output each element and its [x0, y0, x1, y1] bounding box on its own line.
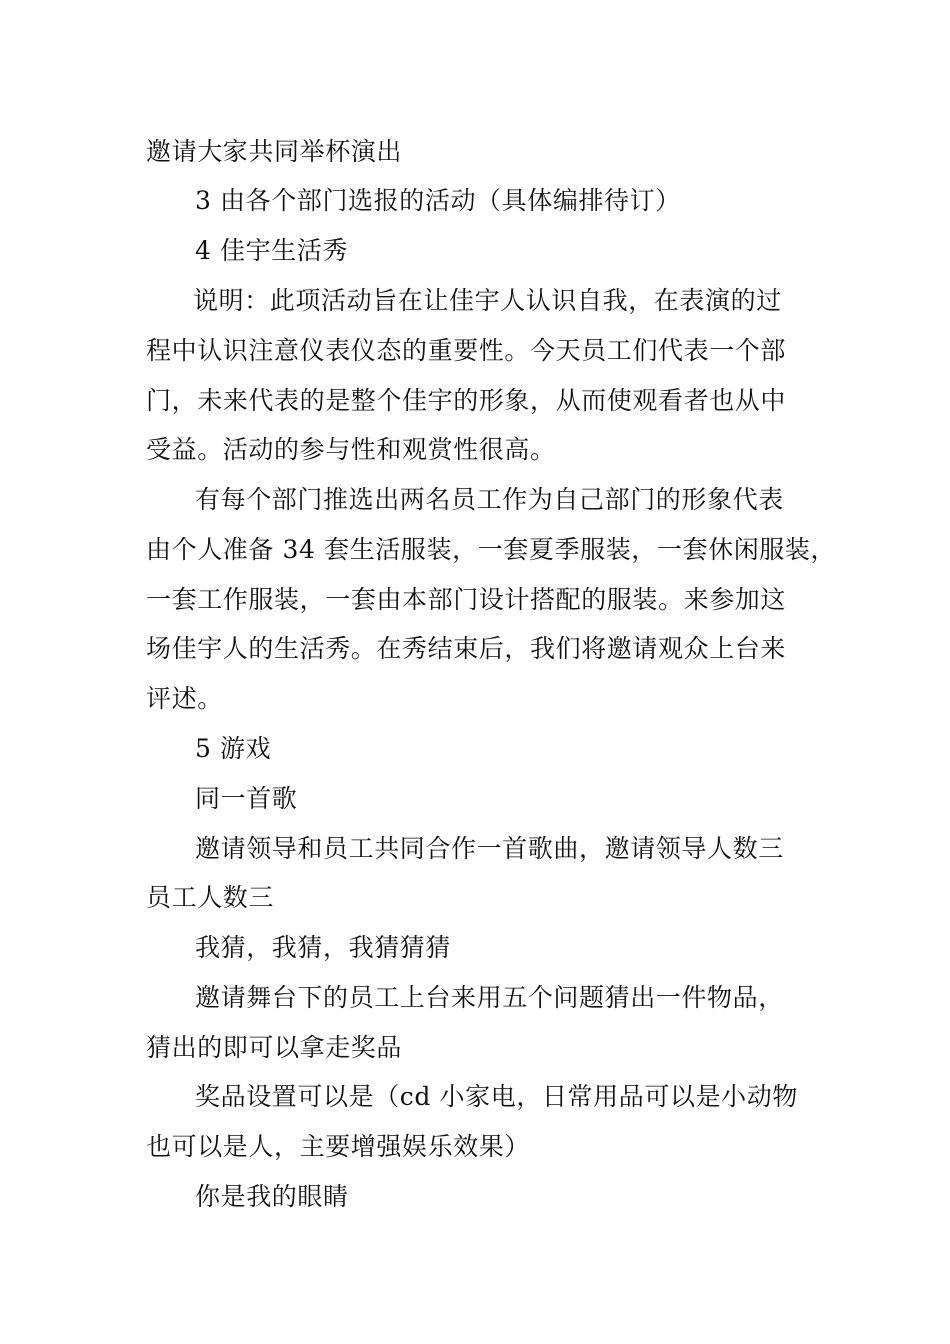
- text-line: 邀请大家共同举杯演出: [146, 137, 403, 166]
- text-line: 5 游戏: [195, 734, 272, 763]
- text-line: 邀请领导和员工共同合作一首歌曲，邀请领导人数三: [195, 834, 784, 863]
- text-line: 我猜，我猜，我猜猜猜: [195, 933, 452, 962]
- text-line: 由个人准备 34 套生活服装，一套夏季服装，一套休闲服装，: [146, 535, 837, 564]
- text-line: 有每个部门推选出两名员工作为自己部门的形象代表: [195, 485, 784, 514]
- text-line: 评述。: [146, 684, 223, 713]
- text-line: 奖品设置可以是（cd 小家电，日常用品可以是小动物: [195, 1082, 798, 1111]
- text-line: 员工人数三: [146, 883, 275, 912]
- text-line: 说明：此项活动旨在让佳宇人认识自我，在表演的过: [193, 286, 782, 315]
- text-line: 4 佳宇生活秀: [195, 236, 349, 265]
- text-line: 场佳宇人的生活秀。在秀结束后，我们将邀请观众上台来: [146, 634, 787, 663]
- text-line: 程中认识注意仪表仪态的重要性。今天员工们代表一个部: [146, 336, 787, 365]
- text-line: 一套工作服装，一套由本部门设计搭配的服装。来参加这: [146, 585, 787, 614]
- text-line: 同一首歌: [195, 784, 298, 813]
- text-line: 受益。活动的参与性和观赏性很高。: [146, 435, 556, 464]
- text-line: 你是我的眼睛: [195, 1182, 349, 1211]
- text-line: 也可以是人，主要增强娱乐效果）: [146, 1132, 531, 1161]
- text-line: 猜出的即可以拿走奖品: [146, 1033, 403, 1062]
- text-line: 邀请舞台下的员工上台来用五个问题猜出一件物品，: [195, 983, 784, 1012]
- text-line: 门，未来代表的是整个佳宇的形象，从而使观看者也从中: [146, 386, 787, 415]
- text-line: 3 由各个部门选报的活动（具体编排待订）: [195, 186, 681, 215]
